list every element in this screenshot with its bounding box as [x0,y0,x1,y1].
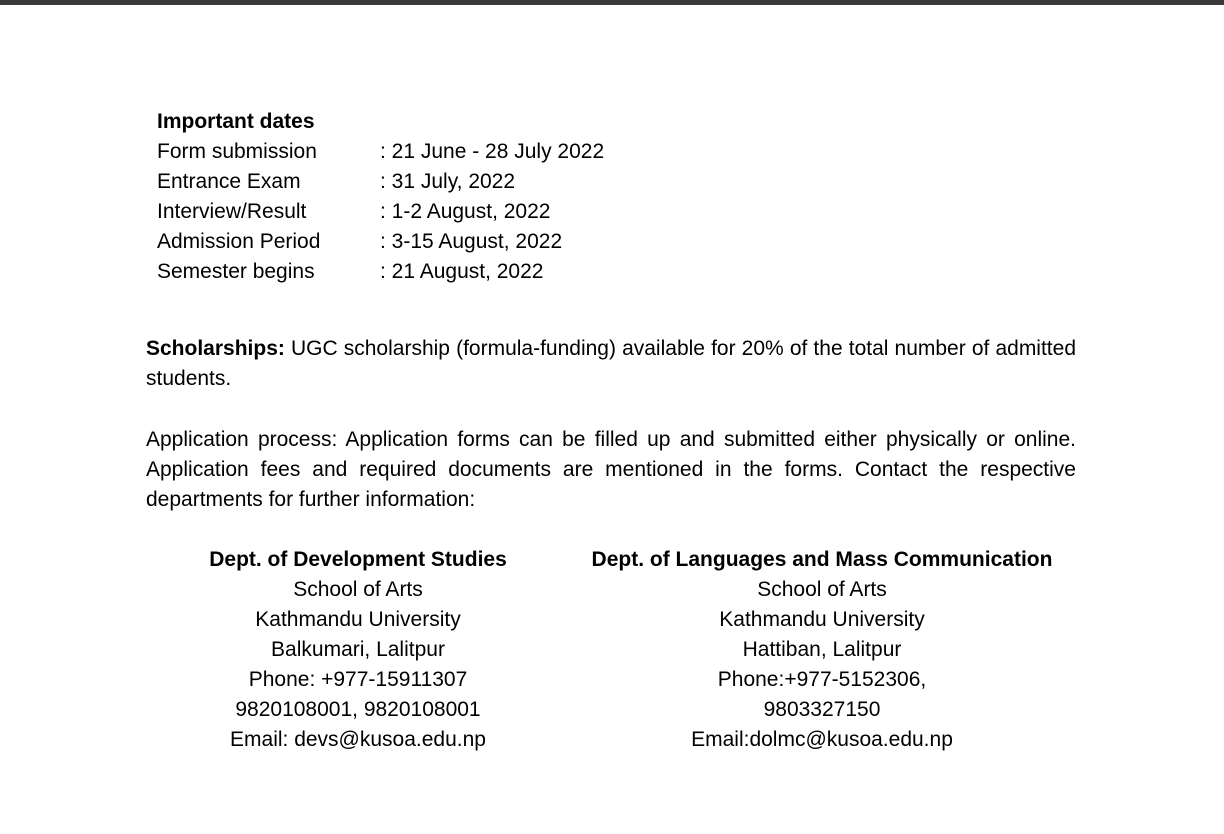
dept-university: Kathmandu University [719,608,925,631]
date-row-semester-begins [157,257,604,287]
dept-location: Balkumari, Lalitpur [271,638,445,661]
date-row-interview-result [157,197,604,227]
dept-school: School of Arts [757,578,887,601]
date-label: Form submission [157,140,317,163]
date-row-entrance-exam [157,167,604,197]
dept-languages-mass-communication [572,545,1072,755]
dept-email: Email:dolmc@kusoa.edu.np [691,728,953,751]
dept-phone-mobile: 9803327150 [763,698,881,721]
dept-development-studies [178,545,538,755]
dept-title: Dept. of Languages and Mass Communication [591,548,1053,571]
date-label: Entrance Exam [157,170,301,193]
date-label: Interview/Result [157,200,307,223]
date-value: : 31 July, 2022 [380,170,516,193]
date-value: : 1-2 August, 2022 [380,200,551,223]
date-value: : 21 June - 28 July 2022 [380,140,605,163]
window-top-bar [0,0,1224,5]
application-paragraph: Application process: Application forms can be filled up and submitted either physically or online. Application fees and required documents are mentioned in the forms. Contact the respective departments for further information: [146,428,1076,511]
date-row-admission-period [157,227,604,257]
important-dates-heading: Important dates [157,110,315,133]
scholarships-label: Scholarships: [146,337,285,360]
dept-university: Kathmandu University [255,608,461,631]
dept-school: School of Arts [293,578,423,601]
important-dates-section [157,107,604,287]
dept-phone: Phone: +977-15911307 [248,668,468,691]
date-value: : 3-15 August, 2022 [380,230,563,253]
dept-phone-mobile: 9820108001, 9820108001 [235,698,481,721]
scholarships-text: UGC scholarship (formula-funding) available for 20% of the total number of admitted students. [146,337,1076,390]
dept-phone: Phone:+977-5152306, [717,668,927,691]
date-label: Admission Period [157,230,321,253]
date-label: Semester begins [157,260,315,283]
dept-title: Dept. of Development Studies [209,548,507,571]
date-value: : 21 August, 2022 [380,260,544,283]
date-row-form-submission [157,137,604,167]
dept-email: Email: devs@kusoa.edu.np [230,728,486,751]
scholarships-paragraph [146,334,1076,394]
dept-location: Hattiban, Lalitpur [742,638,902,661]
